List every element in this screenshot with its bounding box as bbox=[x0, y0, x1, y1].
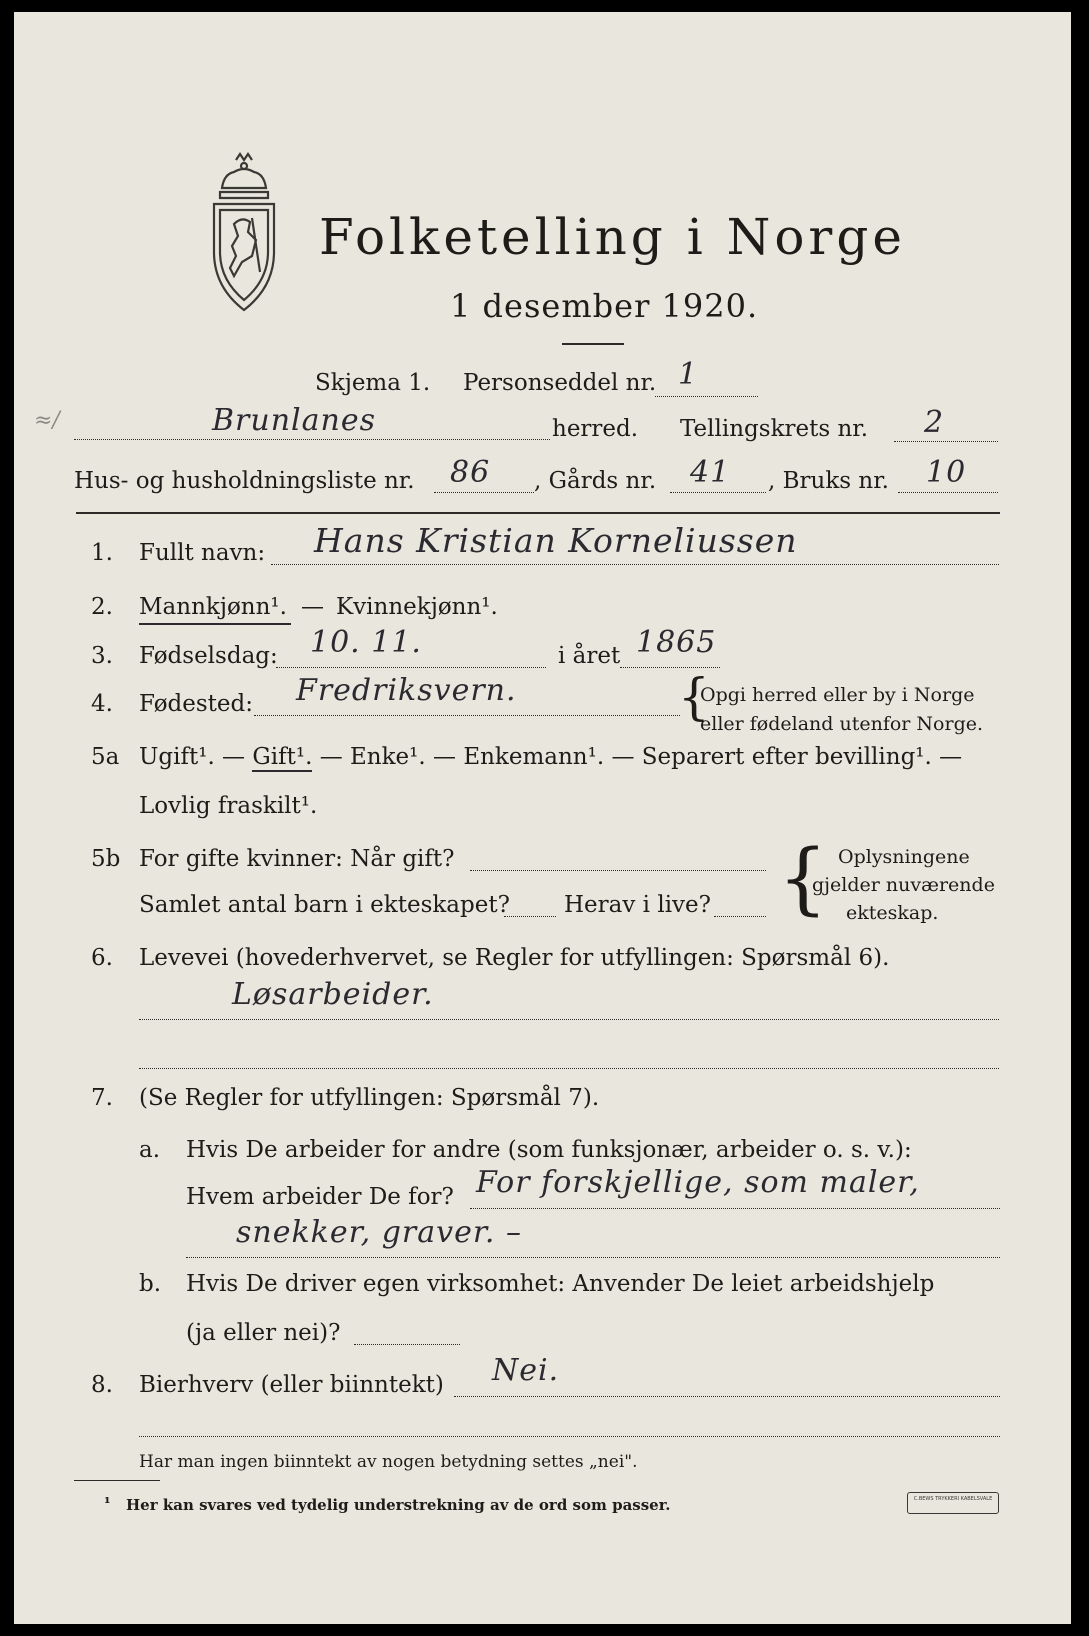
other-status-options[interactable]: — Enke¹. — Enkemann¹. — Separert efter bevilling¹. — bbox=[312, 744, 963, 770]
bruks-label: , Bruks nr. bbox=[768, 468, 889, 494]
footnote-mark: ¹ bbox=[104, 1494, 111, 1512]
q6-label: Levevei (hovederhvervet, se Regler for utfyllingen: Spørsmål 6). bbox=[139, 945, 890, 971]
coat-of-arms-icon bbox=[204, 152, 284, 317]
q7-label: (Se Regler for utfyllingen: Spørsmål 7). bbox=[139, 1085, 600, 1111]
q4-line bbox=[254, 715, 680, 716]
gards-label: , Gårds nr. bbox=[534, 468, 657, 494]
census-date: 1 desember 1920. bbox=[450, 287, 759, 325]
gards-value[interactable]: 41 bbox=[690, 455, 731, 490]
q7-number: 7. bbox=[91, 1085, 113, 1111]
q7a-letter: a. bbox=[139, 1137, 161, 1163]
footer-note: Har man ingen biinntekt av nogen betydning settes „nei". bbox=[139, 1452, 638, 1472]
occupation-line2 bbox=[139, 1068, 999, 1069]
birthday-value[interactable]: 10. 11. bbox=[310, 625, 422, 660]
tellingskrets-line bbox=[894, 441, 998, 442]
title-divider bbox=[562, 343, 624, 345]
personseddel-line bbox=[655, 396, 758, 397]
full-name-value[interactable]: Hans Kristian Korneliussen bbox=[314, 521, 798, 560]
occupation-line1 bbox=[139, 1019, 999, 1020]
tellingskrets-value[interactable]: 2 bbox=[924, 405, 945, 440]
q5b-brace: { bbox=[778, 834, 828, 924]
q1-line bbox=[271, 564, 999, 565]
q7a-line2: Hvem arbeider De for? bbox=[186, 1184, 454, 1210]
employer-value-1[interactable]: For forskjellige, som maler, bbox=[476, 1165, 920, 1200]
printer-stamp: C.BEWS TRYKKERI KABELSVALE bbox=[907, 1492, 999, 1514]
herred-line bbox=[74, 439, 550, 440]
q7b-line1: Hvis De driver egen virksomhet: Anvender De leiet arbeidshjelp bbox=[186, 1271, 935, 1297]
q8-label: Bierhverv (eller biinntekt) bbox=[139, 1372, 444, 1398]
q1-label: Fullt navn: bbox=[139, 540, 266, 566]
q3-line bbox=[276, 667, 546, 668]
footnote-rule bbox=[74, 1480, 160, 1481]
hus-value[interactable]: 86 bbox=[450, 455, 491, 490]
alive-line bbox=[714, 916, 766, 917]
side-income-value[interactable]: Nei. bbox=[492, 1353, 560, 1388]
when-married-line bbox=[470, 870, 766, 871]
q2-number: 2. bbox=[91, 594, 113, 620]
q5b-note-line3: ekteskap. bbox=[846, 902, 939, 924]
side-income-line1 bbox=[454, 1396, 1000, 1397]
header-divider bbox=[76, 512, 1000, 514]
q5b-note-line2: gjelder nuværende bbox=[812, 874, 995, 896]
q2-separator: — bbox=[301, 594, 324, 620]
employer-value-2[interactable]: snekker, graver. – bbox=[236, 1215, 522, 1250]
q5b-alive-label: Herav i live? bbox=[564, 892, 711, 918]
form-title: Folketelling i Norge bbox=[319, 208, 906, 266]
employer-line1 bbox=[470, 1208, 1000, 1209]
male-underline bbox=[139, 623, 291, 625]
tellingskrets-label: Tellingskrets nr. bbox=[680, 416, 869, 442]
q5b-note-line1: Oplysningene bbox=[838, 846, 970, 868]
marital-status-options bbox=[139, 746, 962, 769]
q5b-children-label: Samlet antal barn i ekteskapet? bbox=[139, 892, 510, 918]
unmarried-option[interactable]: Ugift¹. bbox=[139, 744, 215, 770]
q3-label: Fødselsdag: bbox=[139, 643, 278, 669]
q4-number: 4. bbox=[91, 691, 113, 717]
personseddel-label: Personseddel nr. bbox=[463, 370, 657, 396]
footnote-text: Her kan svares ved tydelig understrekning av de ord som passer. bbox=[126, 1496, 671, 1514]
q4-brace: { bbox=[678, 668, 710, 726]
q1-number: 1. bbox=[91, 540, 113, 566]
herred-value[interactable]: Brunlanes bbox=[212, 403, 376, 438]
q4-label: Fødested: bbox=[139, 691, 254, 717]
hired-help-line bbox=[354, 1344, 460, 1345]
hus-label: Hus- og husholdningsliste nr. bbox=[74, 468, 415, 494]
bruks-line bbox=[898, 492, 998, 493]
bruks-value[interactable]: 10 bbox=[926, 455, 967, 490]
q8-number: 8. bbox=[91, 1372, 113, 1398]
q5a-sep: — bbox=[214, 744, 253, 770]
q7a-line1: Hvis De arbeider for andre (som funksjonær, arbeider o. s. v.): bbox=[186, 1137, 912, 1163]
male-option[interactable]: Mannkjønn¹. bbox=[139, 594, 287, 620]
female-option[interactable]: Kvinnekjønn¹. bbox=[336, 594, 498, 620]
personseddel-value[interactable]: 1 bbox=[678, 357, 699, 392]
q4-note-line1: Opgi herred eller by i Norge bbox=[700, 684, 975, 706]
q4-note-line2: eller fødeland utenfor Norge. bbox=[700, 713, 984, 735]
gards-line bbox=[670, 492, 766, 493]
employer-line2 bbox=[186, 1257, 1000, 1258]
margin-mark: ≈/ bbox=[34, 408, 60, 433]
year-label: i året bbox=[558, 643, 621, 669]
q3-number: 3. bbox=[91, 643, 113, 669]
birthplace-value[interactable]: Fredriksvern. bbox=[296, 673, 517, 708]
children-line bbox=[504, 916, 556, 917]
schema-label: Skjema 1. bbox=[315, 370, 431, 396]
q5a-number: 5a bbox=[91, 744, 120, 770]
q7b-letter: b. bbox=[139, 1271, 162, 1297]
census-form bbox=[14, 12, 1071, 1624]
married-option[interactable]: Gift¹. bbox=[252, 744, 313, 770]
side-income-line2 bbox=[139, 1436, 1000, 1437]
q7b-line2: (ja eller nei)? bbox=[186, 1320, 341, 1346]
occupation-value[interactable]: Løsarbeider. bbox=[232, 977, 434, 1012]
herred-label: herred. bbox=[552, 416, 639, 442]
q5b-number: 5b bbox=[91, 846, 121, 872]
hus-line bbox=[434, 492, 534, 493]
divorced-option[interactable]: Lovlig fraskilt¹. bbox=[139, 793, 318, 819]
birth-year-value[interactable]: 1865 bbox=[636, 625, 717, 660]
q5b-line1: For gifte kvinner: Når gift? bbox=[139, 846, 455, 872]
q6-number: 6. bbox=[91, 945, 113, 971]
